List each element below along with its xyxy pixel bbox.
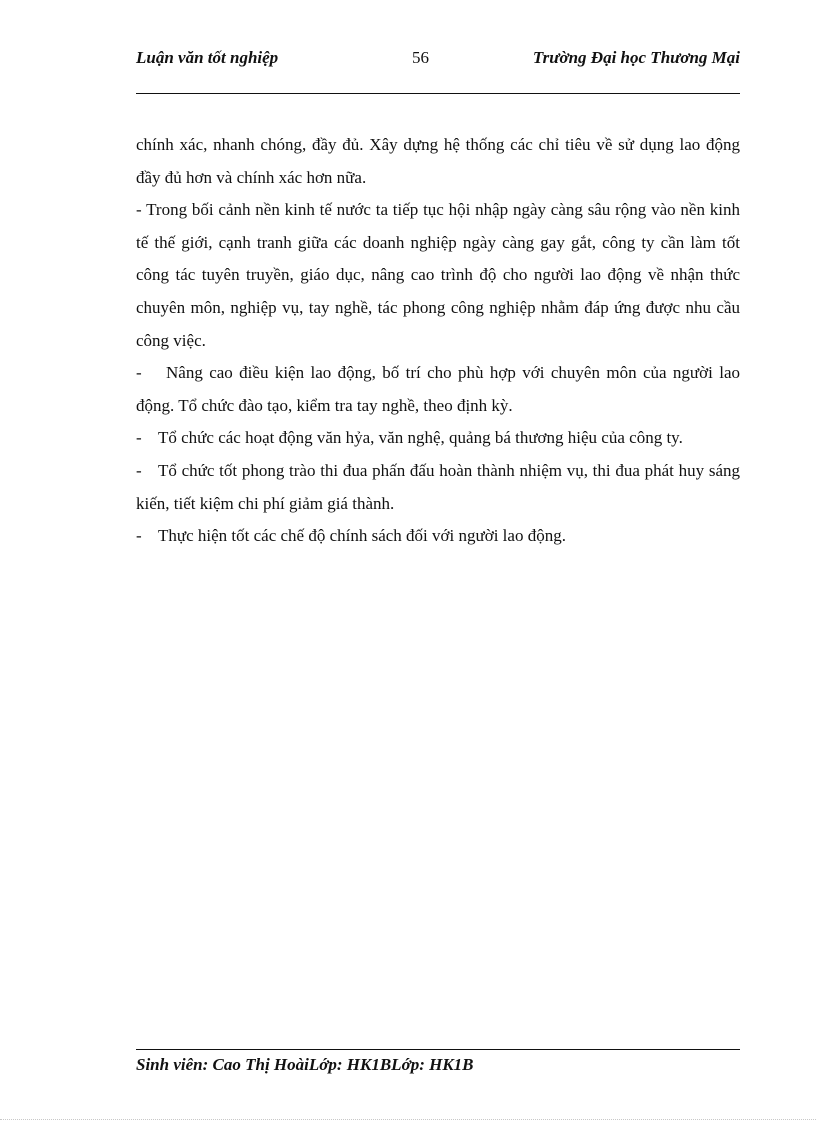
page-bottom-dotted-border [0, 1119, 816, 1120]
bullet-dash: - [136, 363, 142, 383]
paragraph-integration: - Trong bối cảnh nền kinh tế nước ta tiếp tục hội nhập ngày càng sâu rộng vào nền kinh tế thế giới, cạnh tranh giữa các doanh nghiệp ngày càng gay gắt, công ty cần làm tốt công tác tuyên truyền, giáo dục, nâng cao trình độ cho người lao động về nhận thức chuyên môn, nghiệp vụ, tay nghề, tác phong công nghiệp nhằm đáp ứng được nhu cầu công việc. [136, 200, 740, 350]
bullet-emulation-movement [136, 455, 740, 520]
page-number: 56 [412, 48, 429, 67]
footer-divider [136, 1049, 740, 1050]
bullet-text: Tổ chức các hoạt động văn hỷa, văn nghệ, quảng bá thương hiệu của công ty. [158, 428, 683, 448]
bullet-dash: - [136, 526, 142, 546]
page-header [136, 48, 740, 74]
paragraph-continuation: chính xác, nhanh chóng, đầy đủ. Xây dựng hệ thống các chỉ tiêu về sử dụng lao động đầy đủ hơn và chính xác hơn nữa. [136, 135, 740, 187]
bullet-text: Tổ chức tốt phong trào thi đua phấn đấu hoàn thành nhiệm vụ, thi đua phát huy sáng kiến, tiết kiệm chi phí giảm giá thành. [136, 460, 740, 513]
header-divider [136, 93, 740, 94]
bullet-dash: - [136, 460, 142, 480]
page-footer: Sinh viên: Cao Thị HoàiLớp: HK1BLớp: HK1B [136, 1055, 474, 1074]
bullet-cultural-activities [136, 422, 740, 455]
bullet-text: Thực hiện tốt các chế độ chính sách đối với người lao động. [158, 526, 566, 546]
bullet-dash: - [136, 428, 142, 448]
bullet-text: Nâng cao điều kiện lao động, bố trí cho phù hợp với chuyên môn của người lao động. Tổ chức đào tạo, kiểm tra tay nghề, theo định kỳ. [136, 363, 740, 415]
header-thesis-label: Luận văn tốt nghiệp [136, 48, 279, 67]
bullet-policies [136, 520, 740, 553]
bullet-working-conditions [136, 357, 740, 422]
header-university-name: Trường Đại học Thương Mại [532, 48, 740, 67]
body-text [136, 129, 740, 553]
